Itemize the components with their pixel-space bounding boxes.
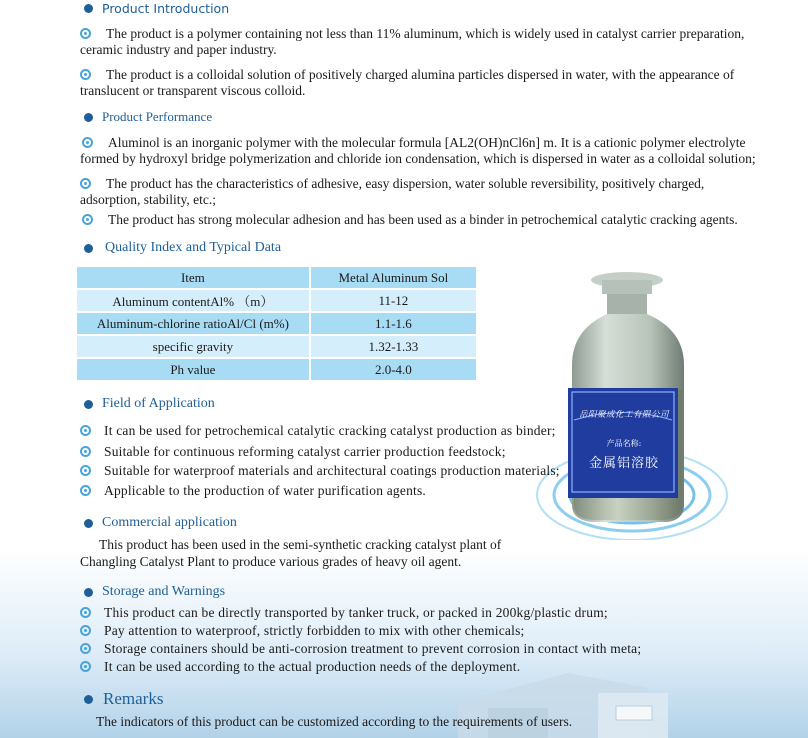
circle-marker-icon [82,137,93,148]
bullet-dot-icon [84,400,93,409]
bottle-product-name: 金属铝溶胶 [588,456,659,471]
bullet-dot-icon [84,519,93,528]
para-text: The product is a colloidal solution of positively charged alumina particles dispersed in water, with the appearance of [106,67,735,82]
storage-list-item [80,605,608,621]
item-text: It can be used for petrochemical catalytic cracking catalyst production as binder; [104,423,556,438]
circle-marker-icon [80,425,91,436]
para-text: The product is a polymer containing not less than 11% aluminum, which is widely used in catalyst carrier preparation, [106,26,745,41]
section-heading-performance [84,109,212,125]
para-text: translucent or transparent viscous colloid. [80,83,306,98]
circle-marker-icon [80,643,91,654]
circle-marker-icon [80,178,91,189]
table-row [77,290,476,311]
table-header-row [77,267,476,288]
bottle-label [572,388,676,498]
table-row [77,336,476,357]
bullet-dot-icon [84,4,93,13]
para-text: Changling Catalyst Plant to produce various grades of heavy oil agent. [80,554,462,569]
bullet-dot-icon [84,113,93,122]
quality-data-table [77,265,476,382]
bullet-dot-icon [84,695,93,704]
item-text: It can be used according to the actual production needs of the deployment. [104,659,521,674]
circle-marker-icon [80,69,91,80]
circle-marker-icon [80,485,91,496]
para-text: The product has strong molecular adhesion and has been used as a binder in petrochemical catalytic cracking agents. [108,212,738,227]
heading-text: Commercial application [102,515,237,530]
table-cell-value: 1.32-1.33 [309,336,476,357]
application-list-item [80,463,560,479]
bottle-product-name-label: 产品名称: [606,439,642,448]
item-text: Applicable to the production of water purification agents. [104,483,427,498]
circle-marker-icon [80,625,91,636]
para-text: formed by hydroxyl bridge polymerization and chloride ion condensation, which is dispersed in water as a colloidal solution; [80,151,756,166]
performance-paragraph-1-cont [80,150,756,167]
intro-paragraph-2-cont [80,82,305,99]
commercial-paragraph [99,536,501,553]
circle-marker-icon [82,214,93,225]
item-text: This product can be directly transported by tanker truck, or packed in 200kg/plastic drum; [104,605,608,620]
item-text: Pay attention to waterproof, strictly forbidden to mix with other chemicals; [104,623,525,638]
table-cell-value: 11-12 [309,290,476,311]
intro-paragraph-1 [80,25,744,42]
performance-paragraph-1 [82,134,745,151]
circle-marker-icon [80,28,91,39]
intro-paragraph-2 [80,66,734,83]
heading-text: Product Performance [102,109,213,124]
remarks-text [96,713,572,730]
table-row [77,313,476,334]
para-text: The indicators of this product can be customized according to the requirements of users. [96,714,573,729]
circle-marker-icon [80,661,91,672]
section-heading-introduction [84,1,229,16]
performance-paragraph-2 [80,175,704,192]
table-cell-item: Aluminum contentAl% （m） [77,290,309,311]
column-header-value: Metal Aluminum Sol [309,267,476,288]
heading-text: Quality Index and Typical Data [105,240,282,255]
bullet-dot-icon [84,588,93,597]
section-heading-application [84,396,215,412]
application-list-item [80,444,506,460]
para-text: This product has been used in the semi-synthetic cracking catalyst plant of [99,537,502,552]
table-cell-value: 2.0-4.0 [309,359,476,380]
para-text: ceramic industry and paper industry. [80,42,277,57]
heading-text: Remarks [103,689,164,708]
item-text: Suitable for waterproof materials and architectural coatings production materials; [104,463,560,478]
performance-paragraph-2-cont [80,191,216,208]
application-list-item [80,483,426,499]
section-heading-quality [84,240,281,256]
heading-text: Storage and Warnings [102,584,226,599]
bottle-company-name: 岳阳聚成化工有限公司 [578,410,669,420]
heading-text: Field of Application [102,396,215,411]
para-text: adsorption, stability, etc.; [80,192,216,207]
commercial-paragraph-cont [80,553,461,570]
performance-paragraph-3 [82,211,738,228]
column-header-item: Item [77,267,309,288]
para-text: Aluminol is an inorganic polymer with the molecular formula [AL2(OH)nCl6n] m. It is a cationic polymer electrolyte [108,135,746,150]
para-text: The product has the characteristics of adhesive, easy dispersion, water soluble reversibility, positively charged, [106,176,705,191]
storage-list-item [80,641,641,657]
section-heading-remarks [84,689,163,709]
intro-paragraph-1-cont [80,41,277,58]
item-text: Storage containers should be anti-corrosion treatment to prevent corrosion in contact with meta; [104,641,642,656]
item-text: Suitable for continuous reforming catalyst carrier production feedstock; [104,444,506,459]
table-cell-item: specific gravity [77,336,309,357]
circle-marker-icon [80,465,91,476]
section-heading-storage [84,584,225,600]
table-cell-item: Ph value [77,359,309,380]
table-cell-value: 1.1-1.6 [309,313,476,334]
storage-list-item [80,659,520,675]
circle-marker-icon [80,607,91,618]
storage-list-item [80,623,524,639]
section-heading-commercial [84,515,237,531]
application-list-item [80,423,556,439]
table-cell-item: Aluminum-chlorine ratioAl/Cl (m%) [77,313,309,334]
table-row [77,359,476,380]
bullet-dot-icon [84,244,93,253]
heading-text: Product Introduction [102,1,230,16]
circle-marker-icon [80,446,91,457]
